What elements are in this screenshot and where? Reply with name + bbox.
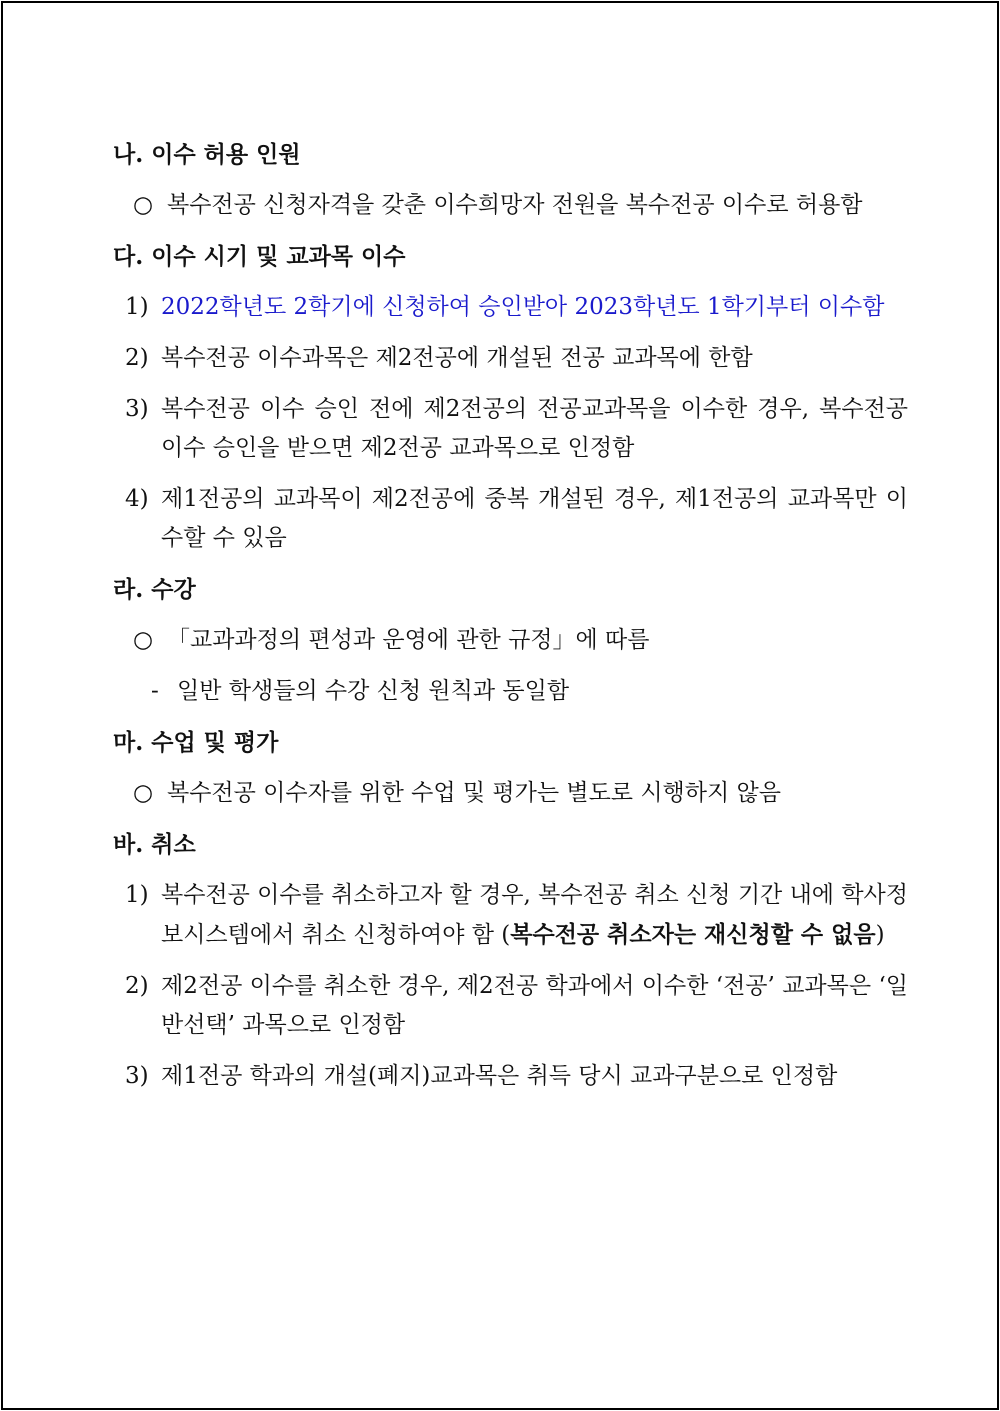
- item-number: 3): [125, 396, 149, 422]
- item-number: 2): [125, 345, 149, 371]
- item-text: 제2전공 이수를 취소한 경우, 제2전공 학과에서 이수한 ‘전공’ 교과목은 ‘일반선택’ 과목으로 인정함: [161, 973, 908, 1038]
- item-text: 제1전공 학과의 개설(폐지)교과목은 취득 당시 교과구분으로 인정함: [161, 1063, 838, 1089]
- item-text: 복수전공 신청자격을 갖춘 이수희망자 전원을 복수전공 이수로 허용함: [167, 192, 863, 218]
- bullet-dash: -: [151, 678, 159, 704]
- section-heading-ma: 마. 수업 및 평가: [113, 729, 279, 756]
- list-item: [113, 621, 908, 660]
- item-number: 3): [125, 1063, 149, 1089]
- list-item: [113, 480, 908, 558]
- document-page: [1, 1, 999, 1410]
- item-text-main: 복수전공 이수를 취소하고자 할 경우, 복수전공 취소 신청 기간 내에 학사정보시스템에서 취소 신청하여야 함 (: [161, 882, 908, 948]
- item-text: 복수전공 이수자를 위한 수업 및 평가는 별도로 시행하지 않음: [167, 780, 781, 806]
- list-item: [113, 339, 908, 378]
- item-text-end: ): [875, 922, 885, 948]
- item-number: 1): [125, 882, 149, 908]
- list-item: [113, 672, 908, 711]
- list-item: [113, 186, 908, 225]
- bullet-circle: ○: [133, 627, 154, 653]
- section-heading-ba: 바. 취소: [113, 831, 196, 858]
- item-text-highlighted: 2022학년도 2학기에 신청하여 승인받아 2023학년도 1학기부터 이수함: [161, 294, 885, 320]
- item-text: 「교과과정의 편성과 운영에 관한 규정」에 따름: [167, 627, 650, 653]
- item-text: 복수전공 이수 승인 전에 제2전공의 전공교과목을 이수한 경우, 복수전공 이수 승인을 받으면 제2전공 교과목으로 인정함: [161, 396, 908, 461]
- item-text: [161, 876, 908, 955]
- item-number: 4): [125, 486, 149, 512]
- item-number: 1): [125, 294, 149, 320]
- section-heading-na: 나. 이수 허용 인원: [113, 141, 301, 168]
- list-item: [113, 390, 908, 468]
- item-text: 일반 학생들의 수강 신청 원칙과 동일함: [177, 678, 570, 704]
- item-text: 복수전공 이수과목은 제2전공에 개설된 전공 교과목에 한함: [161, 345, 753, 371]
- bullet-circle: ○: [133, 192, 154, 218]
- bullet-circle: ○: [133, 780, 154, 806]
- list-item: [113, 288, 908, 327]
- item-text: 제1전공의 교과목이 제2전공에 중복 개설된 경우, 제1전공의 교과목만 이수할 수 있음: [161, 486, 908, 551]
- item-number: 2): [125, 973, 149, 999]
- list-item: [113, 774, 908, 813]
- list-item: [113, 876, 908, 955]
- list-item: [113, 1057, 908, 1096]
- section-heading-ra: 라. 수강: [113, 576, 196, 603]
- section-heading-da: 다. 이수 시기 및 교과목 이수: [113, 243, 406, 270]
- list-item: [113, 967, 908, 1045]
- document-body: [113, 135, 908, 1108]
- item-text-bold: 복수전공 취소자는 재신청할 수 없음: [510, 921, 876, 948]
